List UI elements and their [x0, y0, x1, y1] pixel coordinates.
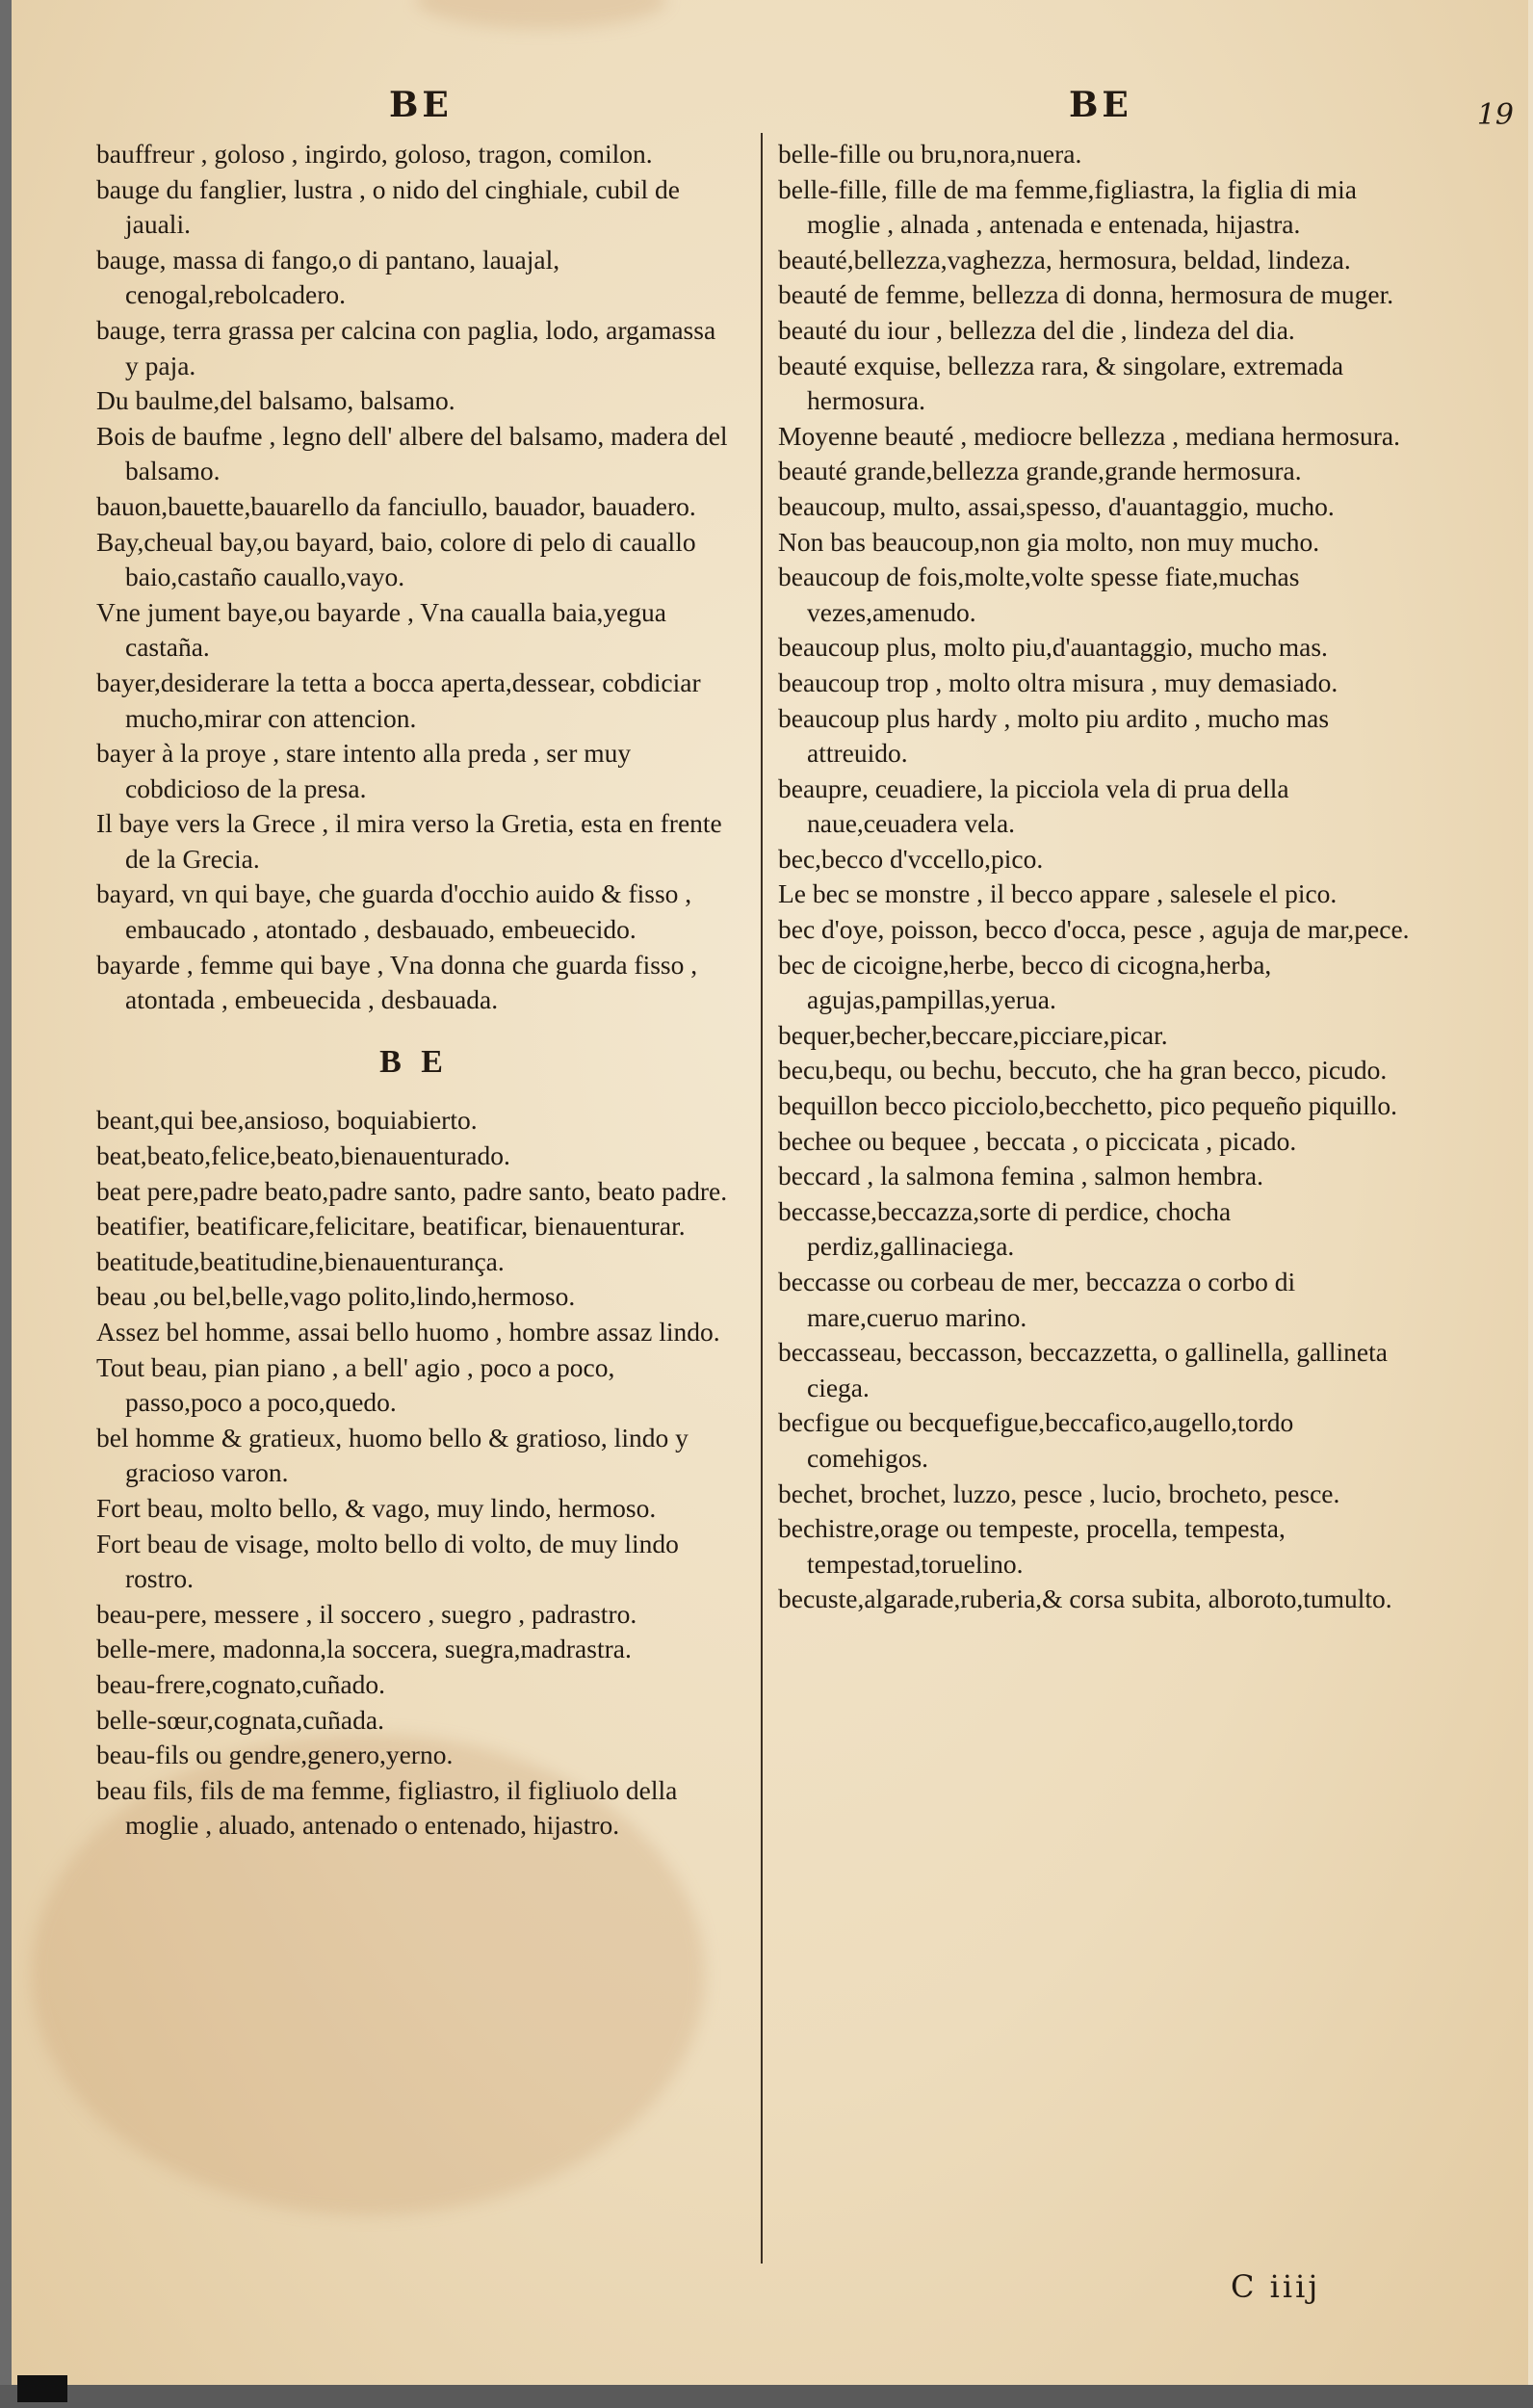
- entry: bechee ou bequee , beccata , o piccicata , picado.: [778, 1125, 1297, 1156]
- entry: bel homme & gratieux, huomo bello & gratioso, lindo y gracioso varon.: [96, 1422, 689, 1488]
- entry: bayer,desiderare la tetta a bocca aperta,dessear, cobdiciar mucho,mirar con attencion.: [96, 667, 701, 733]
- entry: beccasseau, beccasson, beccazzetta, o gallinella, gallineta ciega.: [778, 1337, 1388, 1402]
- entry: beauté de femme, bellezza di donna, hermosura de muger.: [778, 279, 1394, 310]
- entry: bauon,bauette,bauarello da fanciullo, bauador, bauadero.: [96, 490, 696, 521]
- entry: bequillon becco picciolo,becchetto, pico pequeño piquillo.: [778, 1090, 1398, 1121]
- entry: Moyenne beauté , mediocre bellezza , mediana hermosura.: [778, 420, 1400, 451]
- entry: Bay,cheual bay,ou bayard, baio, colore di pelo di cauallo baio,castaño cauallo,vayo.: [96, 526, 696, 592]
- entry: belle-fille, fille de ma femme,figliastra, la figlia di mia moglie , alnada , antenada e entenada, hijastra.: [778, 173, 1357, 240]
- entry: bayarde , femme qui baye , Vna donna che guarda fisso , atontada , embeuecida , desbauada.: [96, 949, 698, 1015]
- entry: beccasse ou corbeau de mer, beccazza o corbo di mare,cueruo marino.: [778, 1267, 1296, 1332]
- left-running-head: BE: [389, 85, 453, 125]
- entry: belle-mere, madonna,la soccera, suegra,madrastra.: [96, 1634, 632, 1664]
- entry: becu,bequ, ou bechu, beccuto, che ha gran becco, picudo.: [778, 1055, 1388, 1086]
- entry: beaupre, ceuadiere, la picciola vela di prua della naue,ceuadera vela.: [778, 772, 1289, 839]
- entry: Du baulme,del balsamo, balsamo.: [96, 385, 455, 416]
- entry: beaucoup plus, molto piu,d'auantaggio, mucho mas.: [778, 632, 1328, 663]
- entry: Fort beau de visage, molto bello di volto, de muy lindo rostro.: [96, 1528, 679, 1594]
- entry: bauge, massa di fango,o di pantano, lauajal, cenogal,rebolcadero.: [96, 244, 560, 310]
- right-column: [778, 137, 1421, 1617]
- entry: bauge, terra grassa per calcina con paglia, lodo, argamassa y paja.: [96, 314, 716, 380]
- entry: beaucoup, multo, assai,spesso, d'auantaggio, mucho.: [778, 490, 1335, 521]
- entry: beau-pere, messere , il soccero , suegro , padrastro.: [96, 1598, 637, 1629]
- scan-corner-mark: [17, 2375, 67, 2402]
- entry: beaucoup trop , molto oltra misura , muy demasiado.: [778, 667, 1338, 697]
- entry: beau ,ou bel,belle,vago polito,lindo,hermoso.: [96, 1281, 576, 1312]
- entry: beau-frere,cognato,cuñado.: [96, 1668, 386, 1699]
- entry: beaucoup plus hardy , molto piu ardito , mucho mas attreuido.: [778, 702, 1330, 769]
- entry: Non bas beaucoup,non gia molto, non muy mucho.: [778, 526, 1320, 557]
- entry: beat pere,padre beato,padre santo, padre santo, beato padre.: [96, 1175, 728, 1206]
- page-edge: [0, 0, 12, 2408]
- signature-mark: C iiij: [1231, 2268, 1321, 2305]
- entry: beatifier, beatificare,felicitare, beatificar, bienauenturar.: [96, 1211, 686, 1242]
- right-running-head: BE: [1069, 85, 1132, 125]
- entry: bauge du fanglier, lustra , o nido del cinghiale, cubil de jauali.: [96, 173, 681, 240]
- entry: bec de cicoigne,herbe, becco di cicogna,herba, agujas,pampillas,yerua.: [778, 949, 1272, 1015]
- entry: beauté du iour , bellezza del die , lindeza del dia.: [778, 314, 1295, 345]
- entry: Tout beau, pian piano , a bell' agio , poco a poco, passo,poco a poco,quedo.: [96, 1351, 615, 1418]
- entry: bayard, vn qui baye, che guarda d'occhio auido & fisso , embaucado , atontado , desbauado, embeuecido.: [96, 878, 692, 945]
- entry: Fort beau, molto bello, & vago, muy lindo, hermoso.: [96, 1492, 657, 1523]
- entry: Vne jument baye,ou bayarde , Vna caualla baia,yegua castaña.: [96, 596, 667, 663]
- entry: bayer à la proye , stare intento alla preda , ser muy cobdicioso de la presa.: [96, 738, 632, 803]
- paper-stain: [416, 0, 666, 29]
- entry: beccard , la salmona femina , salmon hembra.: [778, 1161, 1263, 1191]
- entry: bec d'oye, poisson, becco d'occa, pesce , aguja de mar,pece.: [778, 914, 1410, 945]
- entry: belle-fille ou bru,nora,nuera.: [778, 139, 1082, 169]
- entry: bechet, brochet, luzzo, pesce , lucio, brocheto, pesce.: [778, 1478, 1340, 1508]
- entry: becuste,algarade,ruberia,& corsa subita, alboroto,tumulto.: [778, 1584, 1392, 1614]
- entry: beatitude,beatitudine,bienauenturança.: [96, 1245, 505, 1276]
- entry: bequer,becher,beccare,picciare,picar.: [778, 1019, 1168, 1050]
- page-number: 19: [1476, 98, 1514, 132]
- entry: beau-fils ou gendre,genero,yerno.: [96, 1740, 454, 1770]
- entry: beauté,bellezza,vaghezza, hermosura, beldad, lindeza.: [778, 244, 1351, 275]
- entry: bechistre,orage ou tempeste, procella, tempesta, tempestad,toruelino.: [778, 1513, 1286, 1579]
- entry: becfigue ou becquefigue,beccafico,augello,tordo comehigos.: [778, 1407, 1294, 1473]
- entry: beau fils, fils de ma femme, figliastro, il figliuolo della moglie , aluado, antenado o entenado, hijastro.: [96, 1774, 678, 1841]
- entry: Assez bel homme, assai bello huomo , hombre assaz lindo.: [96, 1317, 720, 1347]
- entry: belle-sœur,cognata,cuñada.: [96, 1704, 384, 1735]
- column-divider: [761, 133, 763, 2264]
- entry: bauffreur , goloso , ingirdo, goloso, tragon, comilon.: [96, 139, 653, 169]
- entry: beat,beato,felice,beato,bienauenturado.: [96, 1140, 510, 1171]
- entry: beaucoup de fois,molte,volte spesse fiate,muchas vezes,amenudo.: [778, 562, 1300, 627]
- entry: beccasse,beccazza,sorte di perdice, chocha perdiz,gallinaciega.: [778, 1195, 1232, 1262]
- entry: Bois de baufme , legno dell' albere del balsamo, madera del balsamo.: [96, 420, 728, 486]
- left-column: [96, 137, 732, 1844]
- entry: bec,becco d'vccello,pico.: [778, 843, 1044, 874]
- entry: beant,qui bee,ansioso, boquiabierto.: [96, 1105, 478, 1136]
- entry: Il baye vers la Grece , il mira verso la Gretia, esta en frente de la Grecia.: [96, 808, 722, 874]
- entry: Le bec se monstre , il becco appare , salesele el pico.: [778, 878, 1338, 909]
- section-heading: B E: [379, 1043, 449, 1080]
- entry: beauté exquise, bellezza rara, & singolare, extremada hermosura.: [778, 350, 1344, 416]
- scan-bottom-edge: [0, 2385, 1533, 2408]
- entry: beauté grande,bellezza grande,grande hermosura.: [778, 456, 1302, 486]
